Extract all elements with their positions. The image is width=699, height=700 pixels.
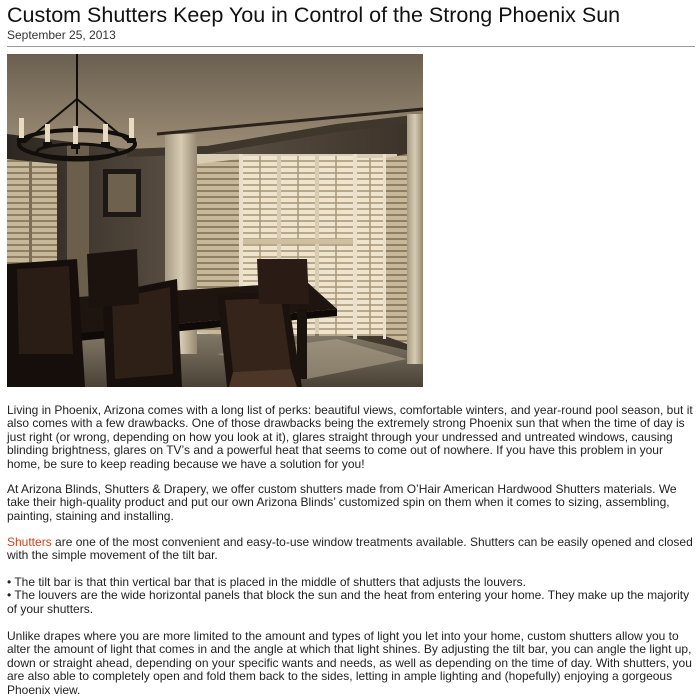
shutters-paragraph-text: are one of the most convenient and easy-to-use window treatments available. Shutters can be easily opened and closed with the simple movement of the tilt bar. [7, 535, 693, 563]
shutters-paragraph [7, 536, 695, 563]
post-date: September 25, 2013 [7, 28, 116, 42]
post-title: Custom Shutters Keep You in Control of the Strong Phoenix Sun [7, 3, 621, 27]
dining-room-shutters-photo [7, 54, 423, 387]
company-paragraph: At Arizona Blinds, Shutters & Drapery, we offer custom shutters made from O’Hair American Hardwood Shutters materials. We take their high-quality product and put our own Arizona Blinds’ customized spin on them when it comes to sizing, assembling, painting, staining and installing. [7, 482, 677, 523]
light-control-paragraph: Unlike drapes where you are more limited to the amount and types of light you let into your home, custom shutters allow you to alter the amount of light that comes in and the angle at which that light shines. By adjusting the tilt bar, you can angle the light up, down or straight ahead, depending on your specific wants and needs, as well as depending on the time of day. With shutters, you are also able to completely open and fold them back to the sides, letting in ample lighting and (hopefully) enjoying a gorgeous Phoenix view. [7, 629, 692, 697]
bullet-tilt-bar: • The tilt bar is that thin vertical bar that is placed in the middle of shutters that adjusts the louvers. [7, 575, 526, 589]
bullet-list [7, 576, 695, 616]
bullet-louvers: • The louvers are the wide horizontal panels that block the sun and the heat from entering your home. They make up the majority of your shutters. [7, 588, 690, 616]
shutters-link[interactable]: Shutters [7, 535, 52, 549]
title-divider [7, 46, 695, 47]
intro-paragraph: Living in Phoenix, Arizona comes with a long list of perks: beautiful views, comfortable winters, and year-round pool season, but it also comes with a few drawbacks. One of those drawbacks being the extremely strong Phoenix sun that when the time of day is just right (or wrong, depending on how you look at it), glares straight through your undressed and untreated windows, causing blinding brightness, glares on TV’s and a powerful heat that seems to come out of nowhere. If you have this problem in your home, be sure to keep reading because we have a solution for you! [7, 403, 693, 471]
